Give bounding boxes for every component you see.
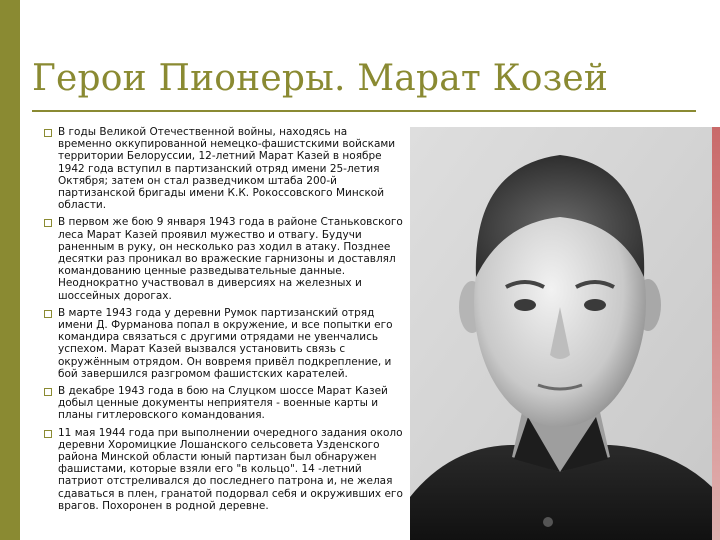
square-bullet-icon bbox=[44, 430, 52, 438]
paragraph-text: В первом же бою 9 января 1943 года в районе Станьковского леса Марат Казей проявил мужество и отвагу. Будучи раненным в руку, он несколько раз ходил в атаку. Позднее десятки раз проникал во вражеские гарнизоны и доставлял командованию ценные разведывательные данные. Неоднократно участвовал в диверсиях на железных и шоссейных дорогах. bbox=[58, 216, 403, 302]
portrait-photo bbox=[410, 127, 712, 540]
paragraph-text: 11 мая 1944 года при выполнении очередного задания около деревни Хоромицкие Лошанского сельсовета Узденского района Минской области юный партизан был обнаружен фашистами, которые взяли его "в кольцо". 14 -летний патриот отстреливался до последнего патрона и, не желая сдаваться в плен, гранатой подорвал себя и окруживших его врагов. Похоронен в родной деревне. bbox=[58, 426, 403, 512]
paragraph bbox=[44, 385, 404, 422]
square-bullet-icon bbox=[44, 219, 52, 227]
title-divider bbox=[32, 110, 696, 112]
paragraph bbox=[44, 307, 404, 380]
square-bullet-icon bbox=[44, 388, 52, 396]
body-text bbox=[44, 126, 404, 517]
portrait-illustration bbox=[410, 127, 712, 540]
photo-edge bbox=[712, 127, 720, 540]
paragraph-text: В годы Великой Отечественной войны, находясь на временно оккупированной немецко-фашистскими войсками территории Белоруссии, 12-летний Марат Казей в ноябре 1942 года вступил в партизанский отряд имени 25-летия Октября; затем он стал разведчиком штаба 200-й партизанской бригады имени К.К. Рокоссовского Минской области. bbox=[58, 126, 396, 212]
square-bullet-icon bbox=[44, 310, 52, 318]
left-accent-bar bbox=[0, 0, 20, 540]
square-bullet-icon bbox=[44, 129, 52, 137]
paragraph bbox=[44, 126, 404, 211]
paragraph bbox=[44, 216, 404, 301]
paragraph-text: В марте 1943 года у деревни Румок партизанский отряд имени Д. Фурманова попал в окружение, и все попытки его командира связаться с другими отрядами не увенчались успехом. Марат Казей вызвался установить связь с окружённым отрядом. Он вовремя привёл подкрепление, и бой завершился разгромом фашистских карателей. bbox=[58, 306, 393, 380]
slide-title: Герои Пионеры. Марат Козей bbox=[32, 58, 609, 99]
paragraph-text: В декабре 1943 года в бою на Слуцком шоссе Марат Казей добыл ценные документы неприятеля - военные карты и планы гитлеровского командования. bbox=[58, 385, 388, 422]
paragraph bbox=[44, 427, 404, 512]
